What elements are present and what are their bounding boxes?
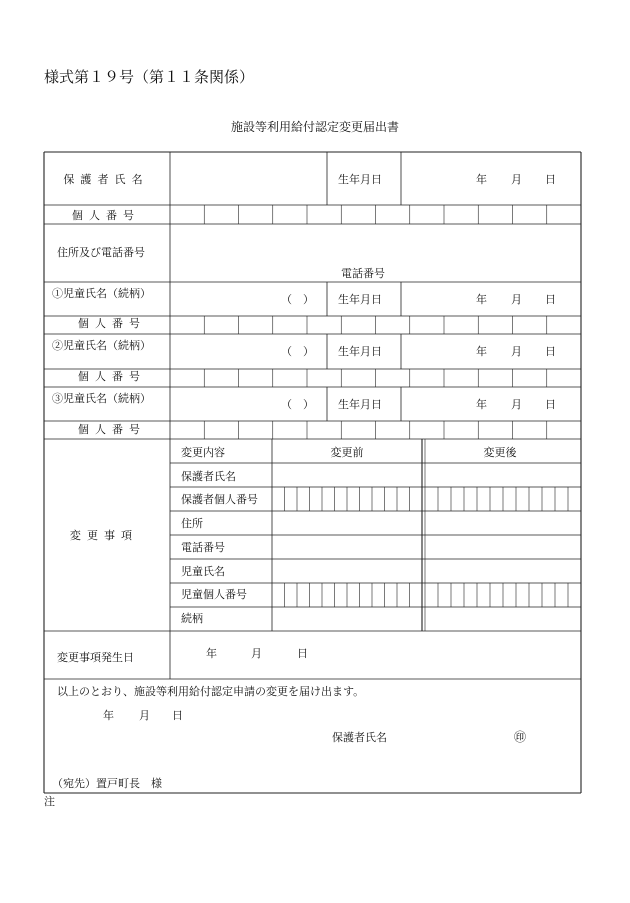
child1-personal-number-label: 個人番号 [77, 317, 147, 330]
child1-month-label: 月 [511, 293, 522, 306]
guardian-name-label: 保護者氏名 [63, 173, 149, 186]
child1-birthdate-label: 生年月日 [338, 293, 382, 306]
occurrence-month-label: 月 [251, 647, 262, 660]
guardian-day-label: 日 [545, 173, 556, 186]
form-number: 様式第１９号（第１１条関係） [44, 68, 255, 86]
child2-name-label: ②児童氏名（続柄） [52, 339, 151, 352]
seal-mark: ㊞ [514, 730, 527, 744]
child1-name-label: ①児童氏名（続柄） [52, 287, 151, 300]
form-title: 施設等利用給付認定変更届出書 [230, 120, 399, 134]
child2-year-label: 年 [476, 345, 487, 358]
child2-relation-paren: （ ） [281, 345, 314, 358]
child2-birthdate-label: 生年月日 [338, 345, 382, 358]
declaration-month-label: 月 [139, 709, 150, 722]
guardian-birthdate-label: 生年月日 [338, 173, 382, 186]
child3-birthdate-label: 生年月日 [338, 398, 382, 411]
footnote: 注 [44, 795, 55, 808]
guardian-month-label: 月 [511, 173, 522, 186]
child3-personal-number-label: 個人番号 [77, 423, 147, 436]
change-row-label: 保護者氏名 [181, 470, 236, 483]
child1-relation-paren: （ ） [281, 293, 314, 306]
declaration-day-label: 日 [172, 709, 183, 722]
addressee: （宛先）置戸町長 様 [52, 777, 162, 790]
change-row-label: 児童氏名 [181, 565, 225, 578]
changes-col-before: 変更前 [330, 446, 364, 459]
change-row-label: 保護者個人番号 [181, 493, 258, 506]
changes-col-after: 変更後 [483, 446, 517, 459]
declaration-text: 以上のとおり、施設等利用給付認定申請の変更を届け出ます。 [57, 685, 365, 698]
address-phone-label: 住所及び電話番号 [57, 246, 145, 259]
child1-day-label: 日 [545, 293, 556, 306]
changes-col-item: 変更内容 [181, 446, 225, 459]
change-row-label: 続柄 [181, 612, 203, 625]
child2-personal-number-label: 個人番号 [77, 370, 147, 383]
declaration-guardian-label: 保護者氏名 [332, 731, 387, 744]
change-row-label: 住所 [181, 517, 203, 530]
child2-day-label: 日 [545, 345, 556, 358]
child3-name-label: ③児童氏名（続柄） [52, 392, 151, 405]
child1-year-label: 年 [476, 293, 487, 306]
guardian-personal-number-label: 個人番号 [71, 209, 141, 222]
child3-year-label: 年 [476, 398, 487, 411]
change-row-label: 児童個人番号 [181, 588, 247, 601]
guardian-year-label: 年 [476, 173, 487, 186]
child3-day-label: 日 [545, 398, 556, 411]
child2-month-label: 月 [511, 345, 522, 358]
occurrence-date-label: 変更事項発生日 [57, 651, 134, 664]
occurrence-year-label: 年 [206, 647, 217, 660]
declaration-year-label: 年 [103, 709, 114, 722]
occurrence-day-label: 日 [297, 647, 308, 660]
changes-section-label: 変更事項 [69, 529, 139, 542]
child3-relation-paren: （ ） [281, 398, 314, 411]
phone-label: 電話番号 [341, 267, 385, 280]
change-row-label: 電話番号 [181, 541, 225, 554]
child3-month-label: 月 [511, 398, 522, 411]
